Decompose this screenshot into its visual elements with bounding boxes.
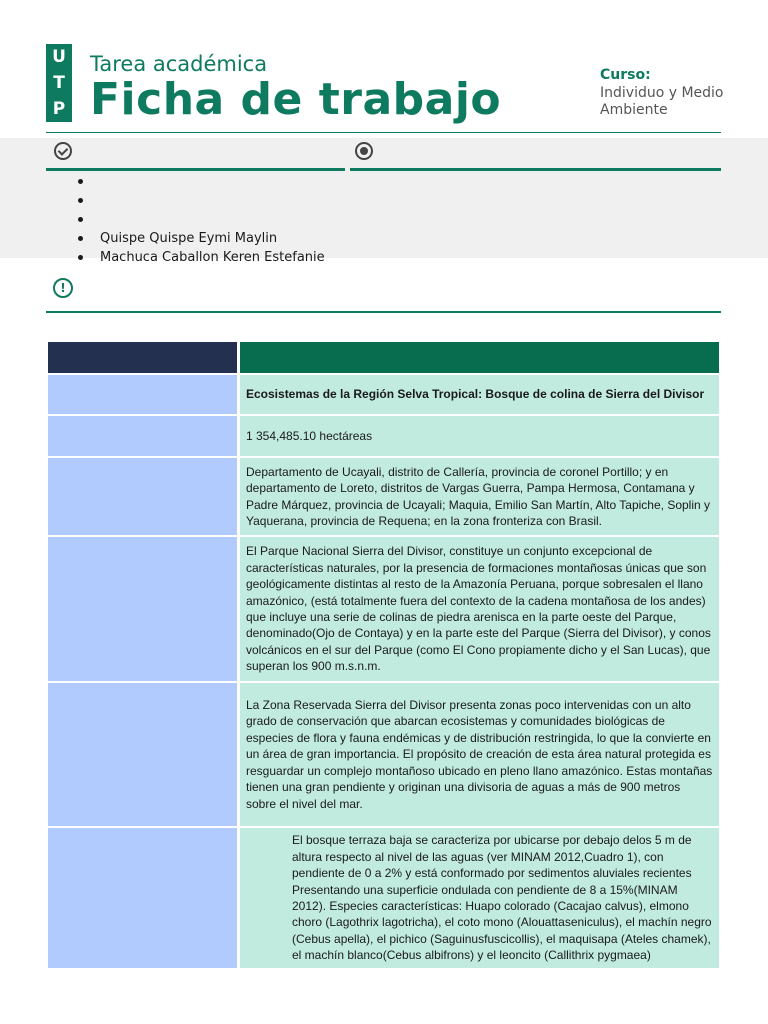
instructions-divider [46,311,721,313]
course-name: Individuo y Medio Ambiente [600,85,724,118]
row-value [240,683,719,826]
row-label [48,416,237,456]
table-header-label [48,342,237,373]
team-member: Machuca Caballon Keren Estefanie [78,248,325,267]
target-icon [355,142,373,160]
team-member [78,210,325,229]
row-label [48,683,237,826]
check-circle-icon [54,142,72,160]
header-divider [46,132,721,133]
row-label [48,537,237,681]
characteristics-value: El Parque Nacional Sierra del Divisor, constituye un conjunto excepcional de características naturales, por la presencia de formaciones montañosas únicas que son geológicamente distintas al resto de la Amazonía Peruana, porque sobresalen el llano amazónico, (está totalmente fuera del contexto de la cadena montañosa de los andes) que incluye una serie de colinas de piedra arenisca en la parte oeste del Parque, denominado(Ojo de Contaya) y en la parte este del Parque (Sierra del Divisor), y conos volcánicos en el sur del Parque (como El Cono propiamente dicho y el San Lucas), que superan los 900 m.s.n.m. [246,544,711,674]
logo-letter-t: T [53,73,65,93]
location-value: Departamento de Ucayali, distrito de Callería, provincia de coronel Portillo; y en departamento de Loreto, distritos de Vargas Guerra, Pampa Hermosa, Contamana y Padre Márquez, provincia de Ucayali; Maquia, Emilio San Martín, Alto Tapiche, Soplin y Yaquerana, provincia de Requena; en la zona fronteriza con Brasil. [246,464,711,528]
row-label [48,458,237,535]
row-value [240,375,719,414]
row-label [48,828,237,968]
table-row [48,458,720,535]
course-label: Curso: [600,67,651,83]
row-value [240,537,719,681]
row-value [240,416,719,456]
team-divider-left [46,168,345,171]
table-row [48,828,720,968]
area-value: 1 354,485.10 hectáreas [246,428,373,443]
team-member [78,191,325,210]
ecosystem-table [48,342,720,968]
table-header-row [48,342,720,373]
table-row [48,416,720,456]
species-value: El bosque terraza baja se caracteriza por ubicarse por debajo delos 5 m de altura respecto al nivel de las aguas (ver MINAM 2012,Cuadro 1), con pendiente de 0 a 2% y está conformado por sedimentos aluviales recientes Presentando una superficie ondulada con pendiente de 8 a 15%(MINAM 2012). Especies características: Huapo colorado (Cacajao calvus), elmono choro (Lagothrix lagotricha), el coto mono (Alouattaseniculus), el machín negro (Cebus apella), el pichico (Saguinusfuscicollis), el maquisapa (Ateles chamek), el machín blanco(Cebus albifrons) y el leoncito (Callithrix pygmaea) [292,833,712,963]
importance-value: La Zona Reservada Sierra del Divisor presenta zonas poco intervenidas con un alto grado de conservación que abarcan ecosistemas y comunidades biológicas de especies de flora y fauna endémicas y de distribución restringida, lo que la convierte en un área de gran importancia. El propósito de creación de esta área natural protegida es resguardar un complejo montañoso ubicado en pleno llano amazónico. Estas montañas tienen una gran pendiente y originan una divisoria de aguas a más de 900 metros sobre el nivel del mar. [246,698,713,811]
document-title: Ficha de trabajo [90,74,502,125]
table-row [48,537,720,681]
row-label [48,375,237,414]
utp-logo [46,44,72,122]
team-members-list [78,172,325,267]
row-value [240,828,719,968]
logo-letter-p: P [52,99,66,119]
row-value [240,458,719,535]
document-subtitle: Tarea académica [90,52,268,76]
team-member [78,172,325,191]
table-row [48,683,720,826]
objective-divider-right [350,168,721,171]
ecosystem-name: Ecosistemas de la Región Selva Tropical: Bosque de colina de Sierra del Divisor [246,387,705,402]
table-header-value [240,342,719,373]
logo-letter-u: U [52,47,66,67]
alert-circle-icon: ! [53,278,73,298]
table-row [48,375,720,414]
team-member: Quispe Quispe Eymi Maylin [78,229,325,248]
